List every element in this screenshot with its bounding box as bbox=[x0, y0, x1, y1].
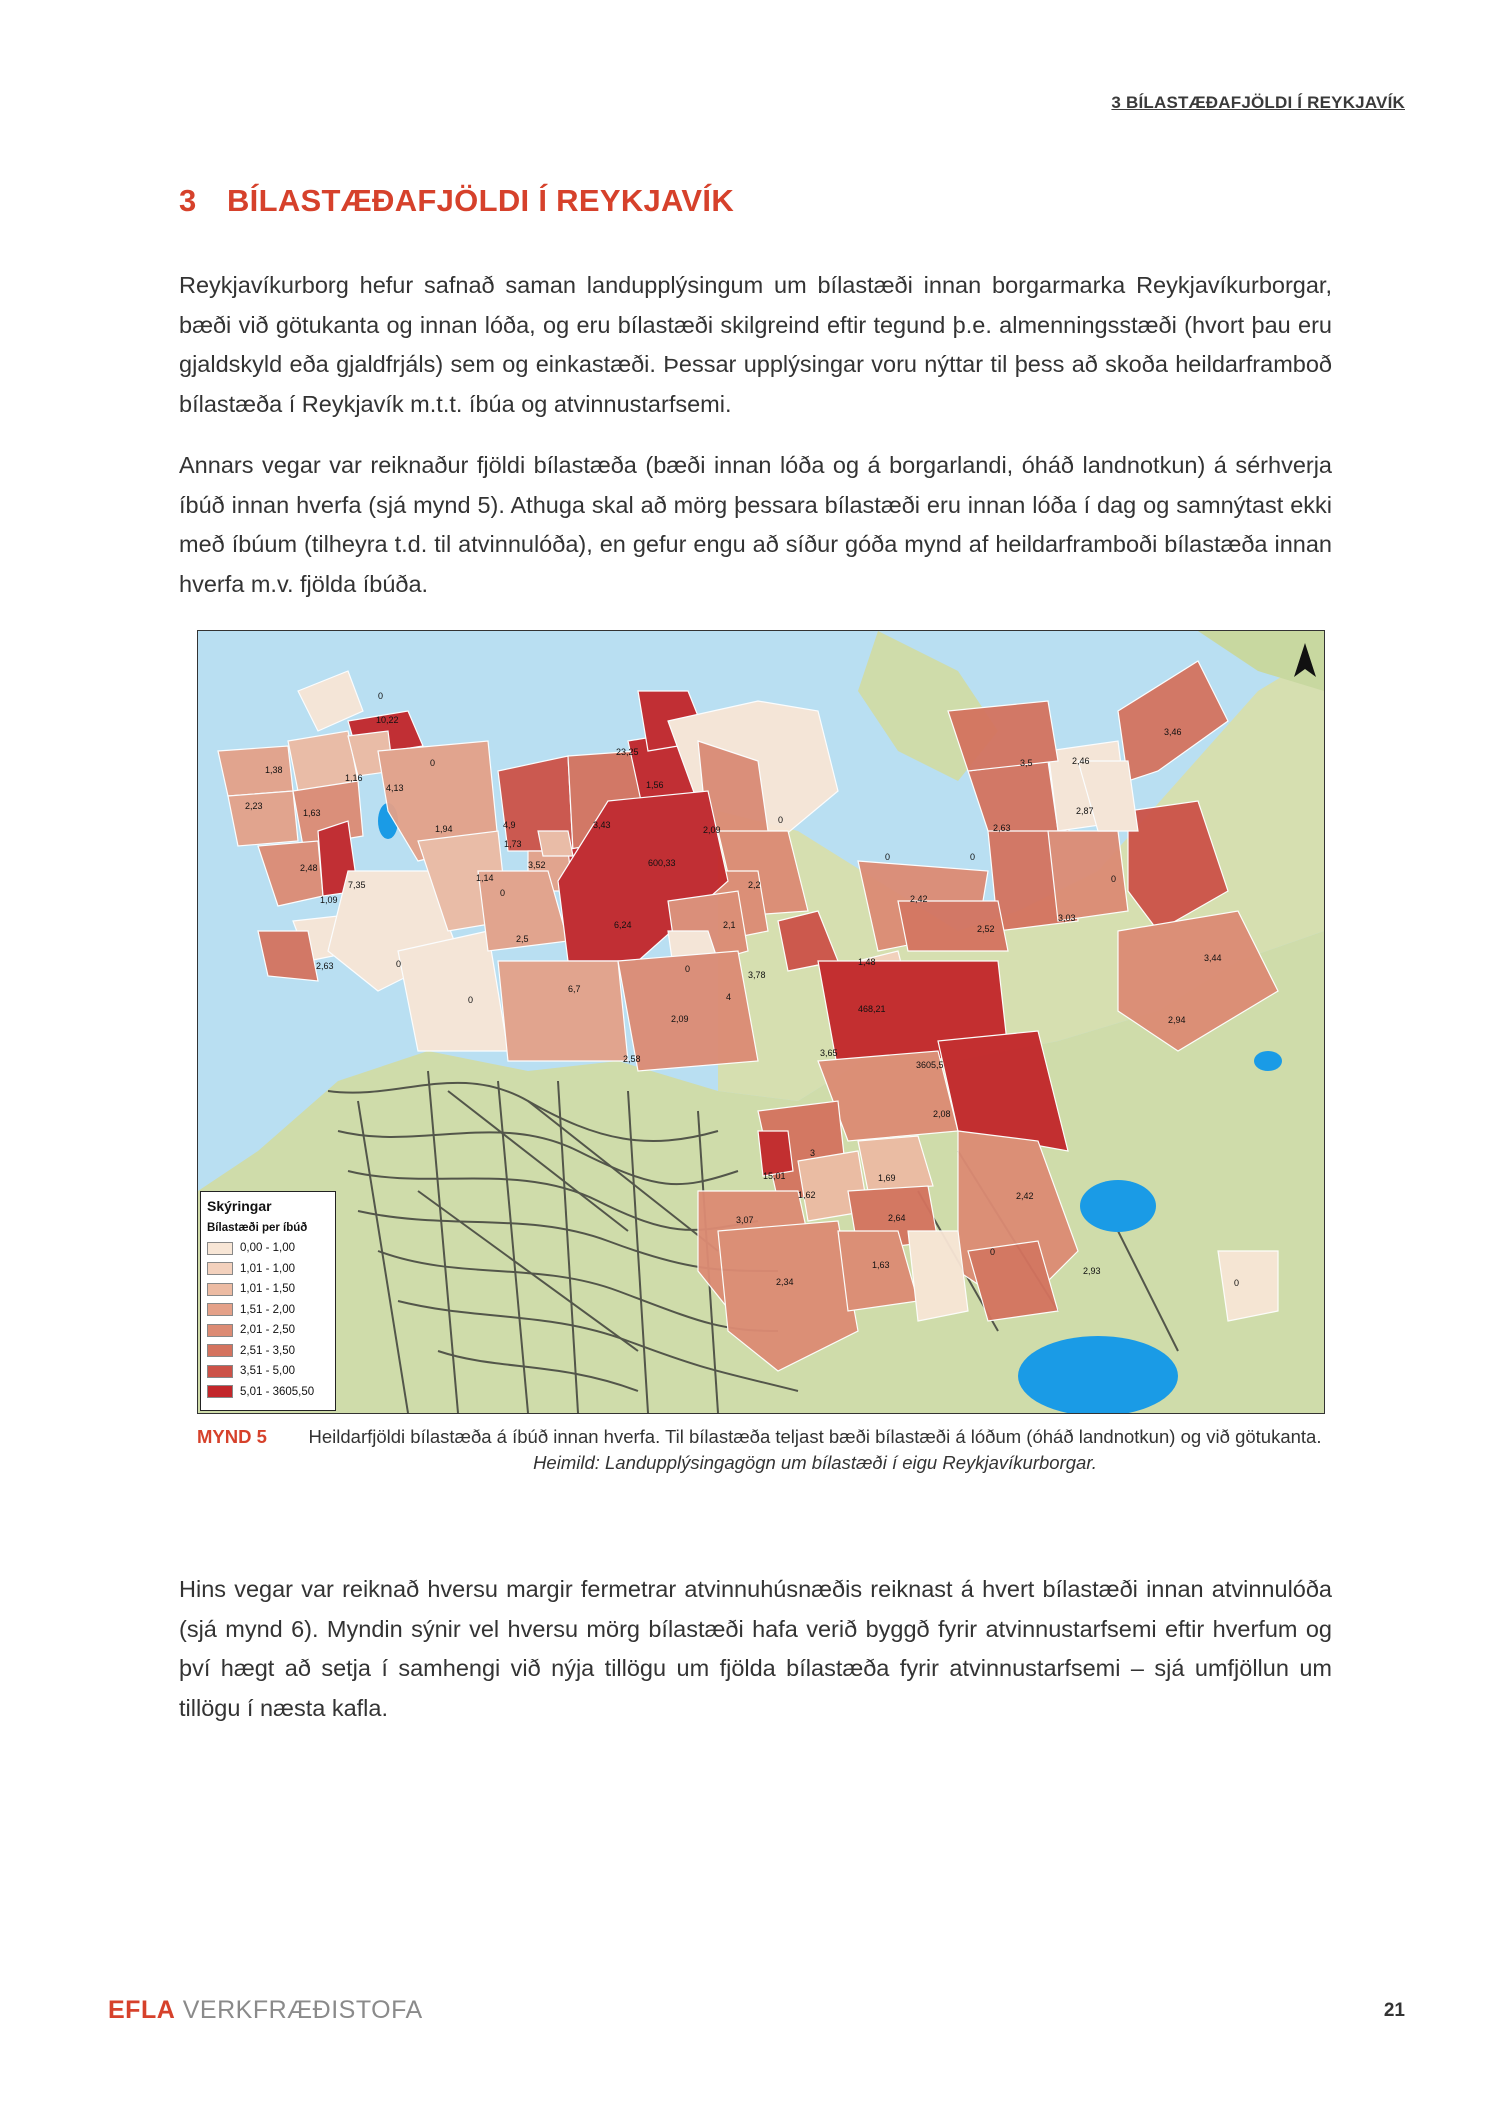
running-header: 3 BÍLASTÆÐAFJÖLDI Í REYKJAVÍK bbox=[1111, 93, 1405, 112]
legend-item bbox=[207, 1341, 329, 1362]
map-legend bbox=[200, 1191, 336, 1411]
legend-swatch bbox=[207, 1365, 233, 1378]
map-label: 4 bbox=[726, 992, 732, 1002]
map-label: 2,52 bbox=[977, 924, 995, 934]
map-label: 1,94 bbox=[435, 824, 453, 834]
legend-item bbox=[207, 1361, 329, 1382]
map-label: 3 bbox=[810, 1148, 816, 1158]
map-label: 1,69 bbox=[878, 1173, 896, 1183]
map-label: 1,38 bbox=[265, 765, 283, 775]
legend-swatch bbox=[207, 1385, 233, 1398]
map-label: 0 bbox=[990, 1247, 996, 1257]
map-label: 0 bbox=[396, 959, 402, 969]
map-label: 0 bbox=[778, 815, 784, 825]
paragraph-3: Hins vegar var reiknað hversu margir fermetrar atvinnuhúsnæðis reiknast á hvert bílastæði innan atvinnulóða (sjá mynd 6). Myndin sýnir vel hversu mörg bílastæði hafa verið byggð fyrir atvinnustarfsemi eftir hverfum og því hægt að setja í samhengi við nýja tillögu um fjölda bílastæða fyrir atvinnustarfsemi – sjá umfjöllun um tillögu í næsta kafla. bbox=[179, 1576, 1332, 1721]
logo-verkfraedistofa: VERKFRÆÐISTOFA bbox=[182, 1996, 423, 2024]
map-label: 600,33 bbox=[648, 858, 676, 868]
map-label: 2,93 bbox=[1083, 1266, 1101, 1276]
legend-item bbox=[207, 1259, 329, 1280]
map-label: 3,44 bbox=[1204, 953, 1222, 963]
map-label: 3,46 bbox=[1164, 727, 1182, 737]
map-label: 0 bbox=[468, 995, 474, 1005]
map-label: 0 bbox=[970, 852, 976, 862]
parking-map bbox=[197, 630, 1325, 1414]
map-label: 3605,5 bbox=[916, 1060, 944, 1070]
map-label: 3,43 bbox=[593, 820, 611, 830]
chapter-title-text: BÍLASTÆÐAFJÖLDI Í REYKJAVÍK bbox=[227, 183, 735, 218]
map-label: 2,46 bbox=[1072, 756, 1090, 766]
map-label: 2,64 bbox=[888, 1213, 906, 1223]
map-label: 6,7 bbox=[568, 984, 581, 994]
figure-source: Heimild: Landupplýsingagögn um bílastæði í eigu Reykjavíkurborgar. bbox=[533, 1452, 1097, 1473]
map-label: 2,87 bbox=[1076, 806, 1094, 816]
legend-label: 0,00 - 1,00 bbox=[240, 1242, 295, 1255]
legend-item bbox=[207, 1382, 329, 1403]
map-label: 3,52 bbox=[528, 860, 546, 870]
map-label: 1,63 bbox=[303, 808, 321, 818]
map-label: 1,09 bbox=[320, 895, 338, 905]
legend-item bbox=[207, 1320, 329, 1341]
map-label: 4,9 bbox=[503, 820, 516, 830]
legend-label: 1,01 - 1,00 bbox=[240, 1262, 295, 1275]
figure-caption-text: Heildarfjöldi bílastæða á íbúð innan hverfa. Til bílastæða teljast bæði bílastæði á lóðum (óháð landnotkun) og við götukanta. bbox=[308, 1426, 1322, 1447]
map-label: 2,08 bbox=[933, 1109, 951, 1119]
map-label: 2,94 bbox=[1168, 1015, 1186, 1025]
legend-swatch bbox=[207, 1344, 233, 1357]
map-label: 2,1 bbox=[723, 920, 736, 930]
figure-caption bbox=[197, 1424, 1327, 1476]
map-label: 2,48 bbox=[300, 863, 318, 873]
map-label: 2,63 bbox=[316, 961, 334, 971]
map-label: 0 bbox=[378, 691, 384, 701]
map-label: 3,5 bbox=[1020, 758, 1033, 768]
legend-label: 2,01 - 2,50 bbox=[240, 1324, 295, 1337]
map-label: 2,23 bbox=[245, 801, 263, 811]
map-label: 0 bbox=[430, 758, 436, 768]
map-label: 15,01 bbox=[763, 1171, 786, 1181]
map-label: 468,21 bbox=[858, 1004, 886, 1014]
map-label: 0 bbox=[500, 888, 506, 898]
legend-label: 2,51 - 3,50 bbox=[240, 1344, 295, 1357]
map-label: 1,62 bbox=[798, 1190, 816, 1200]
map-label: 10,22 bbox=[376, 715, 399, 725]
map-label: 3,07 bbox=[736, 1215, 754, 1225]
map-label: 1,16 bbox=[345, 773, 363, 783]
map-label: 1,73 bbox=[504, 839, 522, 849]
legend-label: 1,51 - 2,00 bbox=[240, 1303, 295, 1316]
paragraph-1: Reykjavíkurborg hefur safnað saman landupplýsingum um bílastæði innan borgarmarka Reykjavíkurborgar, bæði við götukanta og innan lóða, og eru bílastæði skilgreind eftir tegund þ.e. almenningsstæði (hvort þau eru gjaldskyld eða gjaldfrjáls) sem og einkastæði. Þessar upplýsingar voru nýttar til þess að skoða heildarframboð bílastæða í Reykjavík m.t.t. íbúa og atvinnustarfsemi. bbox=[179, 272, 1332, 417]
map-label: 0 bbox=[1111, 874, 1117, 884]
logo-efla: EFLA bbox=[108, 1996, 176, 2024]
legend-items bbox=[207, 1238, 329, 1402]
map-label: 1,56 bbox=[646, 780, 664, 790]
legend-label: 3,51 - 5,00 bbox=[240, 1365, 295, 1378]
map-label: 0 bbox=[1234, 1278, 1240, 1288]
map-label: 6,24 bbox=[614, 920, 632, 930]
legend-item bbox=[207, 1279, 329, 1300]
map-label: 2,2 bbox=[748, 880, 761, 890]
map-label: 7,35 bbox=[348, 880, 366, 890]
north-arrow-icon bbox=[1292, 641, 1318, 681]
map-label: 23,25 bbox=[616, 747, 639, 757]
map-label: 2,63 bbox=[993, 823, 1011, 833]
chapter-title bbox=[179, 183, 734, 219]
chapter-number: 3 bbox=[179, 183, 197, 218]
legend-label: 5,01 - 3605,50 bbox=[240, 1385, 315, 1398]
legend-swatch bbox=[207, 1262, 233, 1275]
paragraph-2: Annars vegar var reiknaður fjöldi bílastæða (bæði innan lóða og á borgarlandi, óháð landnotkun) á sérhverja íbúð innan hverfa (sjá mynd 5). Athuga skal að mörg þessara bílastæði eru innan lóða í dag og samnýtast ekki með íbúum (tilheyra t.d. til atvinnulóða), en gefur engu að síður góða mynd af heildarframboði bílastæða innan hverfa m.v. fjölda íbúða. bbox=[179, 452, 1332, 597]
legend-item bbox=[207, 1300, 329, 1321]
map-label: 2,5 bbox=[516, 934, 529, 944]
map-label: 2,58 bbox=[623, 1054, 641, 1064]
map-canvas bbox=[198, 631, 1324, 1413]
map-label: 2,09 bbox=[703, 825, 721, 835]
figure-label: MYND 5 bbox=[197, 1426, 267, 1447]
map-label: 2,42 bbox=[910, 894, 928, 904]
map-label: 4,13 bbox=[386, 783, 404, 793]
legend-label: 1,01 - 1,50 bbox=[240, 1283, 295, 1296]
map-label: 0 bbox=[685, 964, 691, 974]
legend-swatch bbox=[207, 1283, 233, 1296]
legend-subtitle: Bílastæði per íbúð bbox=[207, 1222, 308, 1234]
page-number: 21 bbox=[1383, 2000, 1405, 2021]
legend-item bbox=[207, 1238, 329, 1259]
map-label: 3,03 bbox=[1058, 913, 1076, 923]
map-label: 1,63 bbox=[872, 1260, 890, 1270]
map-label: 2,34 bbox=[776, 1277, 794, 1287]
legend-title: Skýringar bbox=[207, 1198, 272, 1214]
map-label: 1,14 bbox=[476, 873, 494, 883]
legend-swatch bbox=[207, 1303, 233, 1316]
map-label: 2,09 bbox=[671, 1014, 689, 1024]
legend-swatch bbox=[207, 1242, 233, 1255]
legend-swatch bbox=[207, 1324, 233, 1337]
footer-logo bbox=[108, 1996, 423, 2025]
map-label: 0 bbox=[885, 852, 891, 862]
map-label: 1,48 bbox=[858, 957, 876, 967]
map-label: 3,65 bbox=[820, 1048, 838, 1058]
map-label: 2,42 bbox=[1016, 1191, 1034, 1201]
map-label: 3,78 bbox=[748, 970, 766, 980]
